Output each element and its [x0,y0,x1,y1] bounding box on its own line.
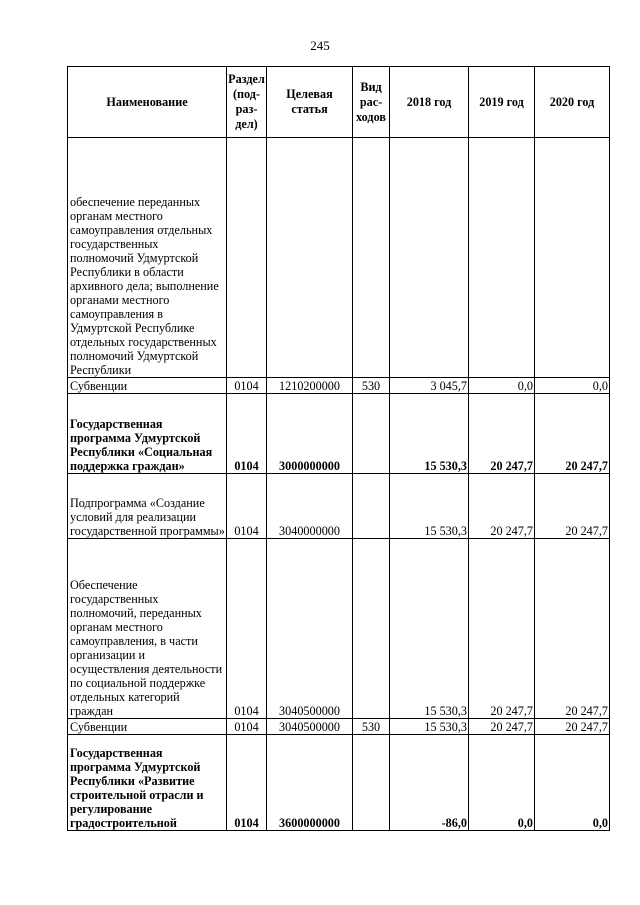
row-type [353,138,390,378]
row-2019: 20 247,7 [469,474,535,539]
table-row [68,735,610,831]
row-target: 3040000000 [267,474,353,539]
row-2019: 20 247,7 [469,719,535,735]
row-2020: 20 247,7 [535,719,610,735]
row-target: 3600000000 [267,735,353,831]
row-name: Государственная программа Удмуртской Республики «Развитие строительной отрасли и регулирование градостроительной [68,735,227,831]
row-name: Подпрограмма «Создание условий для реализации государственной программы» [68,474,227,539]
row-type [353,735,390,831]
table-row [68,719,610,735]
header-2020: 2020 год [535,67,610,138]
row-name: Обеспечение государственных полномочий, переданных органам местного самоуправления, в части организации и осуществления деятельности по социальной поддержке отдельных категорий граждан [68,539,227,719]
row-section: 0104 [227,474,267,539]
table-row [68,138,610,378]
row-section: 0104 [227,719,267,735]
row-target: 1210200000 [267,378,353,394]
row-2018: 15 530,3 [390,474,469,539]
row-type [353,394,390,474]
row-2019: 0,0 [469,735,535,831]
table-row [68,539,610,719]
header-type: Вид рас- ходов [353,67,390,138]
row-target: 3040500000 [267,539,353,719]
row-2020 [535,138,610,378]
row-2018: 15 530,3 [390,539,469,719]
row-2019: 20 247,7 [469,394,535,474]
row-name: Государственная программа Удмуртской Республики «Социальная поддержка граждан» [68,394,227,474]
row-name: Субвенции [68,719,227,735]
row-2020: 0,0 [535,378,610,394]
table-row [68,394,610,474]
row-2018: 3 045,7 [390,378,469,394]
row-type: 530 [353,719,390,735]
row-2019 [469,138,535,378]
row-2018 [390,138,469,378]
row-section: 0104 [227,394,267,474]
row-2018: 15 530,3 [390,719,469,735]
header-section: Раздел (под- раз- дел) [227,67,267,138]
row-2020: 20 247,7 [535,394,610,474]
header-name: Наименование [68,67,227,138]
row-2020: 0,0 [535,735,610,831]
header-row [68,67,610,138]
row-2018: -86,0 [390,735,469,831]
row-2018: 15 530,3 [390,394,469,474]
page-number: 245 [310,38,330,53]
row-2020: 20 247,7 [535,474,610,539]
row-2020: 20 247,7 [535,539,610,719]
row-section: 0104 [227,735,267,831]
row-target: 3000000000 [267,394,353,474]
header-2018: 2018 год [390,67,469,138]
row-name: Субвенции [68,378,227,394]
row-2019: 20 247,7 [469,539,535,719]
row-target [267,138,353,378]
header-target: Целевая статья [267,67,353,138]
row-target: 3040500000 [267,719,353,735]
row-section: 0104 [227,378,267,394]
table-row [68,378,610,394]
row-type: 530 [353,378,390,394]
row-section [227,138,267,378]
header-2019: 2019 год [469,67,535,138]
row-type [353,474,390,539]
row-name: обеспечение переданных органам местного самоуправления отдельных государственных полномочий Удмуртской Республики в области архивного дела; выполнение органами местного самоуправления в Удмуртской Республике отдельных государственных полномочий Удмуртской Республики [68,138,227,378]
row-type [353,539,390,719]
budget-table [67,66,610,831]
row-section: 0104 [227,539,267,719]
row-2019: 0,0 [469,378,535,394]
table-row [68,474,610,539]
